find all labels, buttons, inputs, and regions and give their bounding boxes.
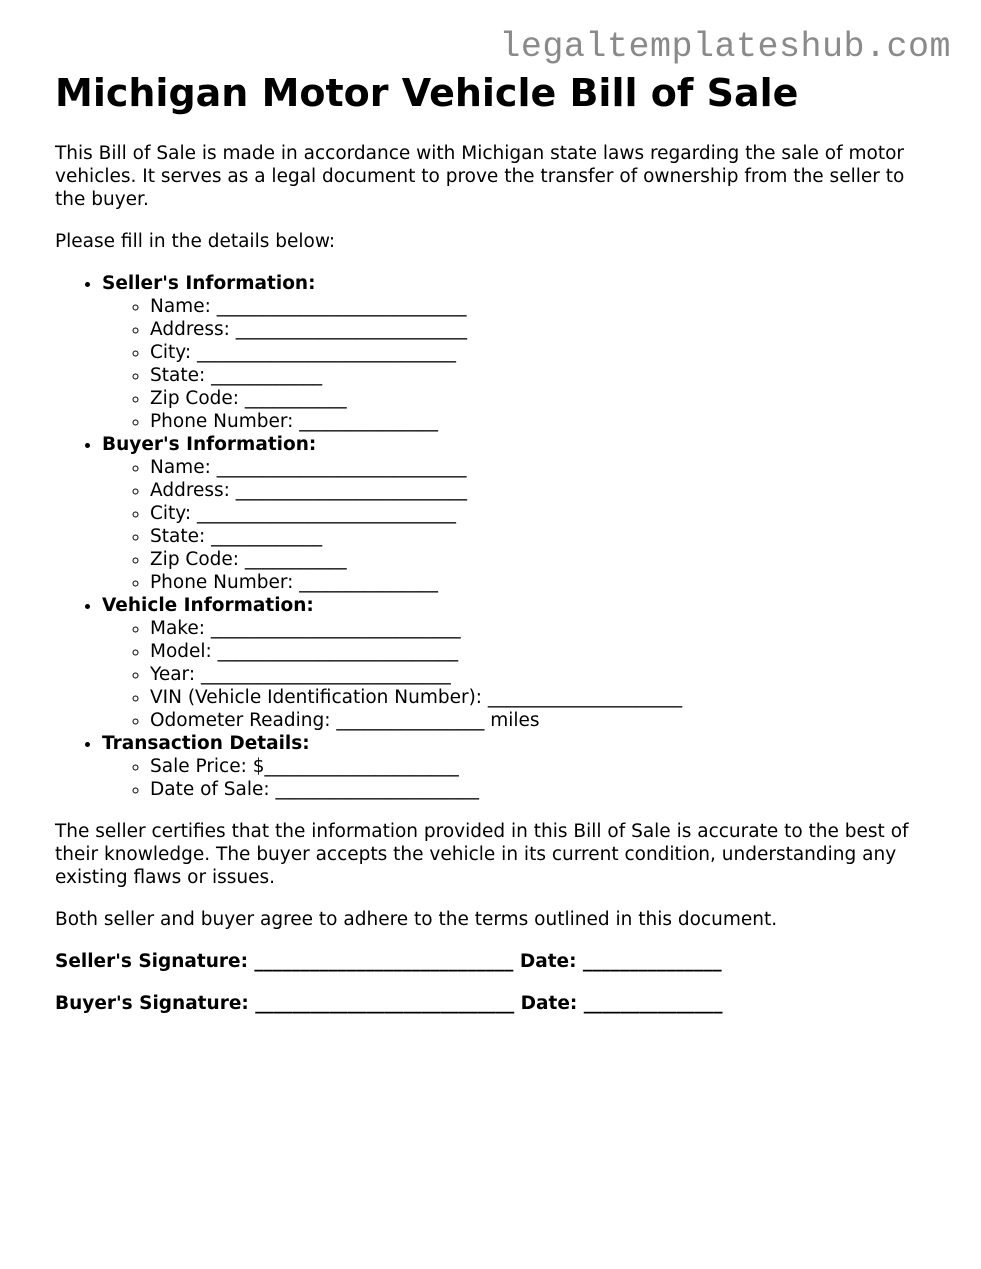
section-title-seller: Seller's Information:	[102, 273, 316, 294]
section-vehicle	[102, 594, 935, 732]
section-transaction	[102, 732, 935, 801]
section-buyer	[102, 433, 935, 594]
vehicle-fields	[102, 617, 935, 732]
page-title: Michigan Motor Vehicle Bill of Sale	[55, 71, 799, 115]
seller-signature-line: Seller's Signature: ____________________________ Date: _______________	[55, 951, 722, 972]
section-seller	[102, 272, 935, 433]
instruction-paragraph: Please fill in the details below:	[55, 231, 336, 252]
seller-state-field: ◦ State: ____________	[150, 364, 935, 387]
seller-zip-field: ◦ Zip Code: ___________	[150, 387, 935, 410]
intro-paragraph: This Bill of Sale is made in accordance with Michigan state laws regarding the sale of motor vehicles. It serves as a legal document to prove the transfer of ownership from the seller to the buyer.	[55, 143, 905, 210]
agreement-paragraph: Both seller and buyer agree to adhere to the terms outlined in this document.	[55, 909, 778, 930]
document-body	[55, 142, 935, 1034]
buyer-phone-field: ◦ Phone Number: _______________	[150, 571, 935, 594]
vehicle-model-field: ◦ Model: __________________________	[150, 640, 935, 663]
seller-city-field: ◦ City: ____________________________	[150, 341, 935, 364]
buyer-address-field: ◦ Address: _________________________	[150, 479, 935, 502]
buyer-fields	[102, 456, 935, 594]
buyer-name-field: ◦ Name: ___________________________	[150, 456, 935, 479]
buyer-signature-line: Buyer's Signature: ____________________________ Date: _______________	[55, 993, 723, 1014]
seller-phone-field: ◦ Phone Number: _______________	[150, 410, 935, 433]
vehicle-make-field: ◦ Make: ___________________________	[150, 617, 935, 640]
seller-fields	[102, 295, 935, 433]
buyer-zip-field: ◦ Zip Code: ___________	[150, 548, 935, 571]
sale-price-field: ◦ Sale Price: $_____________________	[150, 755, 935, 778]
seller-address-field: ◦ Address: _________________________	[150, 318, 935, 341]
watermark: legaltemplateshub.com	[499, 27, 951, 67]
section-title-vehicle: Vehicle Information:	[102, 595, 314, 616]
transaction-fields	[102, 755, 935, 801]
buyer-city-field: ◦ City: ____________________________	[150, 502, 935, 525]
vehicle-year-field: ◦ Year: ___________________________	[150, 663, 935, 686]
section-list	[55, 272, 935, 801]
sale-date-field: ◦ Date of Sale: ______________________	[150, 778, 935, 801]
certification-paragraph: The seller certifies that the information provided in this Bill of Sale is accurate to the best of their knowledge. The buyer accepts the vehicle in its current condition, understanding any existing flaws or issues.	[55, 821, 909, 888]
vehicle-odometer-field: ◦ Odometer Reading: ________________ miles	[150, 709, 935, 732]
buyer-state-field: ◦ State: ____________	[150, 525, 935, 548]
seller-name-field: ◦ Name: ___________________________	[150, 295, 935, 318]
section-title-transaction: Transaction Details:	[102, 733, 310, 754]
section-title-buyer: Buyer's Information:	[102, 434, 317, 455]
vehicle-vin-field: ◦ VIN (Vehicle Identification Number): _____________________	[150, 686, 935, 709]
